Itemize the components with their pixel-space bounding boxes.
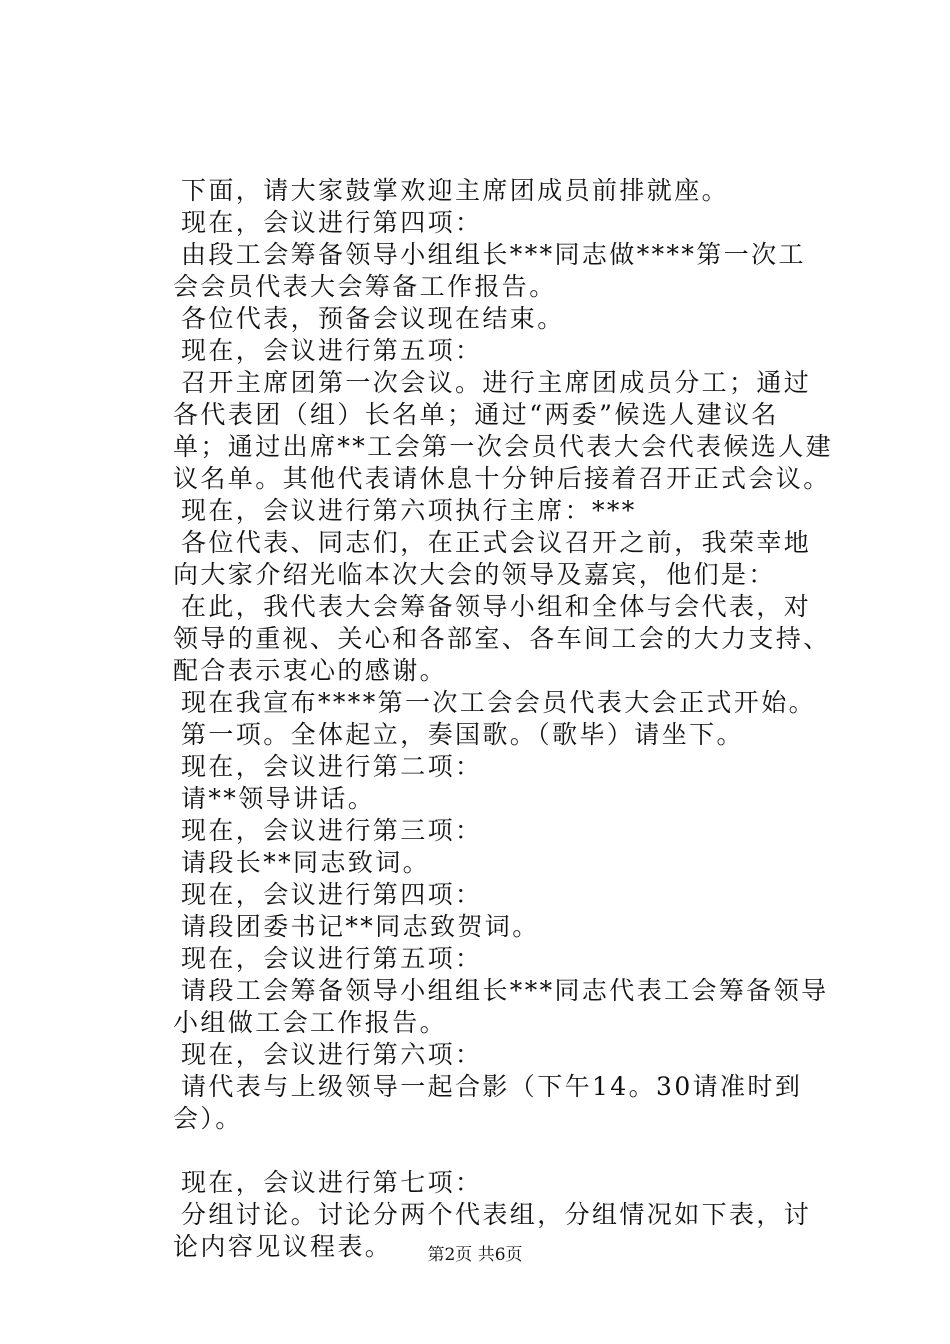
paragraph: 现在，会议进行第六项：	[181, 1040, 483, 1069]
paragraph: 现在，会议进行第四项：	[181, 880, 483, 909]
paragraph: 由段工会筹备领导小组组长***同志做****第一次工会会员代表大会筹备工作报告。	[173, 240, 806, 301]
paragraph: 第一项。全体起立，奏国歌。（歌毕）请坐下。	[181, 720, 744, 749]
paragraph: 召开主席团第一次会议。进行主席团成员分工；通过各代表团（组）长名单；通过“两委”候选人建议名单；通过出席**工会第一次会员代表大会代表候选人建议名单。其他代表请休息十分钟后接着召开正式会议。	[173, 368, 834, 493]
paragraph: 现在，会议进行第五项：	[181, 336, 483, 365]
document-body	[173, 175, 833, 1263]
blank-line	[173, 1135, 833, 1167]
paragraph: 各位代表、同志们，在正式会议召开之前，我荣幸地向大家介绍光临本次大会的领导及嘉宾，他们是：	[173, 528, 812, 589]
paragraph: 各位代表，预备会议现在结束。	[181, 304, 565, 333]
paragraph: 现在，会议进行第三项：	[181, 816, 483, 845]
paragraph: 现在，会议进行第五项：	[181, 944, 483, 973]
paragraph: 请段团委书记**同志致贺词。	[181, 912, 540, 941]
paragraph: 现在，会议进行第七项：	[181, 1168, 483, 1197]
paragraph: 现在，会议进行第二项：	[181, 752, 483, 781]
paragraph: 请段工会筹备领导小组组长***同志代表工会筹备领导小组做工会工作报告。	[173, 976, 829, 1037]
paragraph: 请代表与上级领导一起合影（下午14。30请准时到会）。	[173, 1072, 803, 1133]
paragraph: 现在我宣布****第一次工会会员代表大会正式开始。	[181, 688, 817, 717]
paragraph: 现在，会议进行第六项执行主席：***	[181, 496, 637, 525]
paragraph: 下面，请大家鼓掌欢迎主席团成员前排就座。	[181, 176, 730, 205]
paragraph: 分组讨论。讨论分两个代表组，分组情况如下表，讨论内容见议程表。	[173, 1200, 812, 1261]
paragraph: 请段长**同志致词。	[181, 848, 431, 877]
paragraph: 现在，会议进行第四项：	[181, 208, 483, 237]
paragraph: 请**领导讲话。	[181, 784, 376, 813]
paragraph: 在此，我代表大会筹备领导小组和全体与会代表，对领导的重视、关心和各部室、各车间工会的大力支持、配合表示衷心的感谢。	[173, 592, 831, 685]
page-number-footer: 第2页 共6页	[427, 1245, 523, 1265]
